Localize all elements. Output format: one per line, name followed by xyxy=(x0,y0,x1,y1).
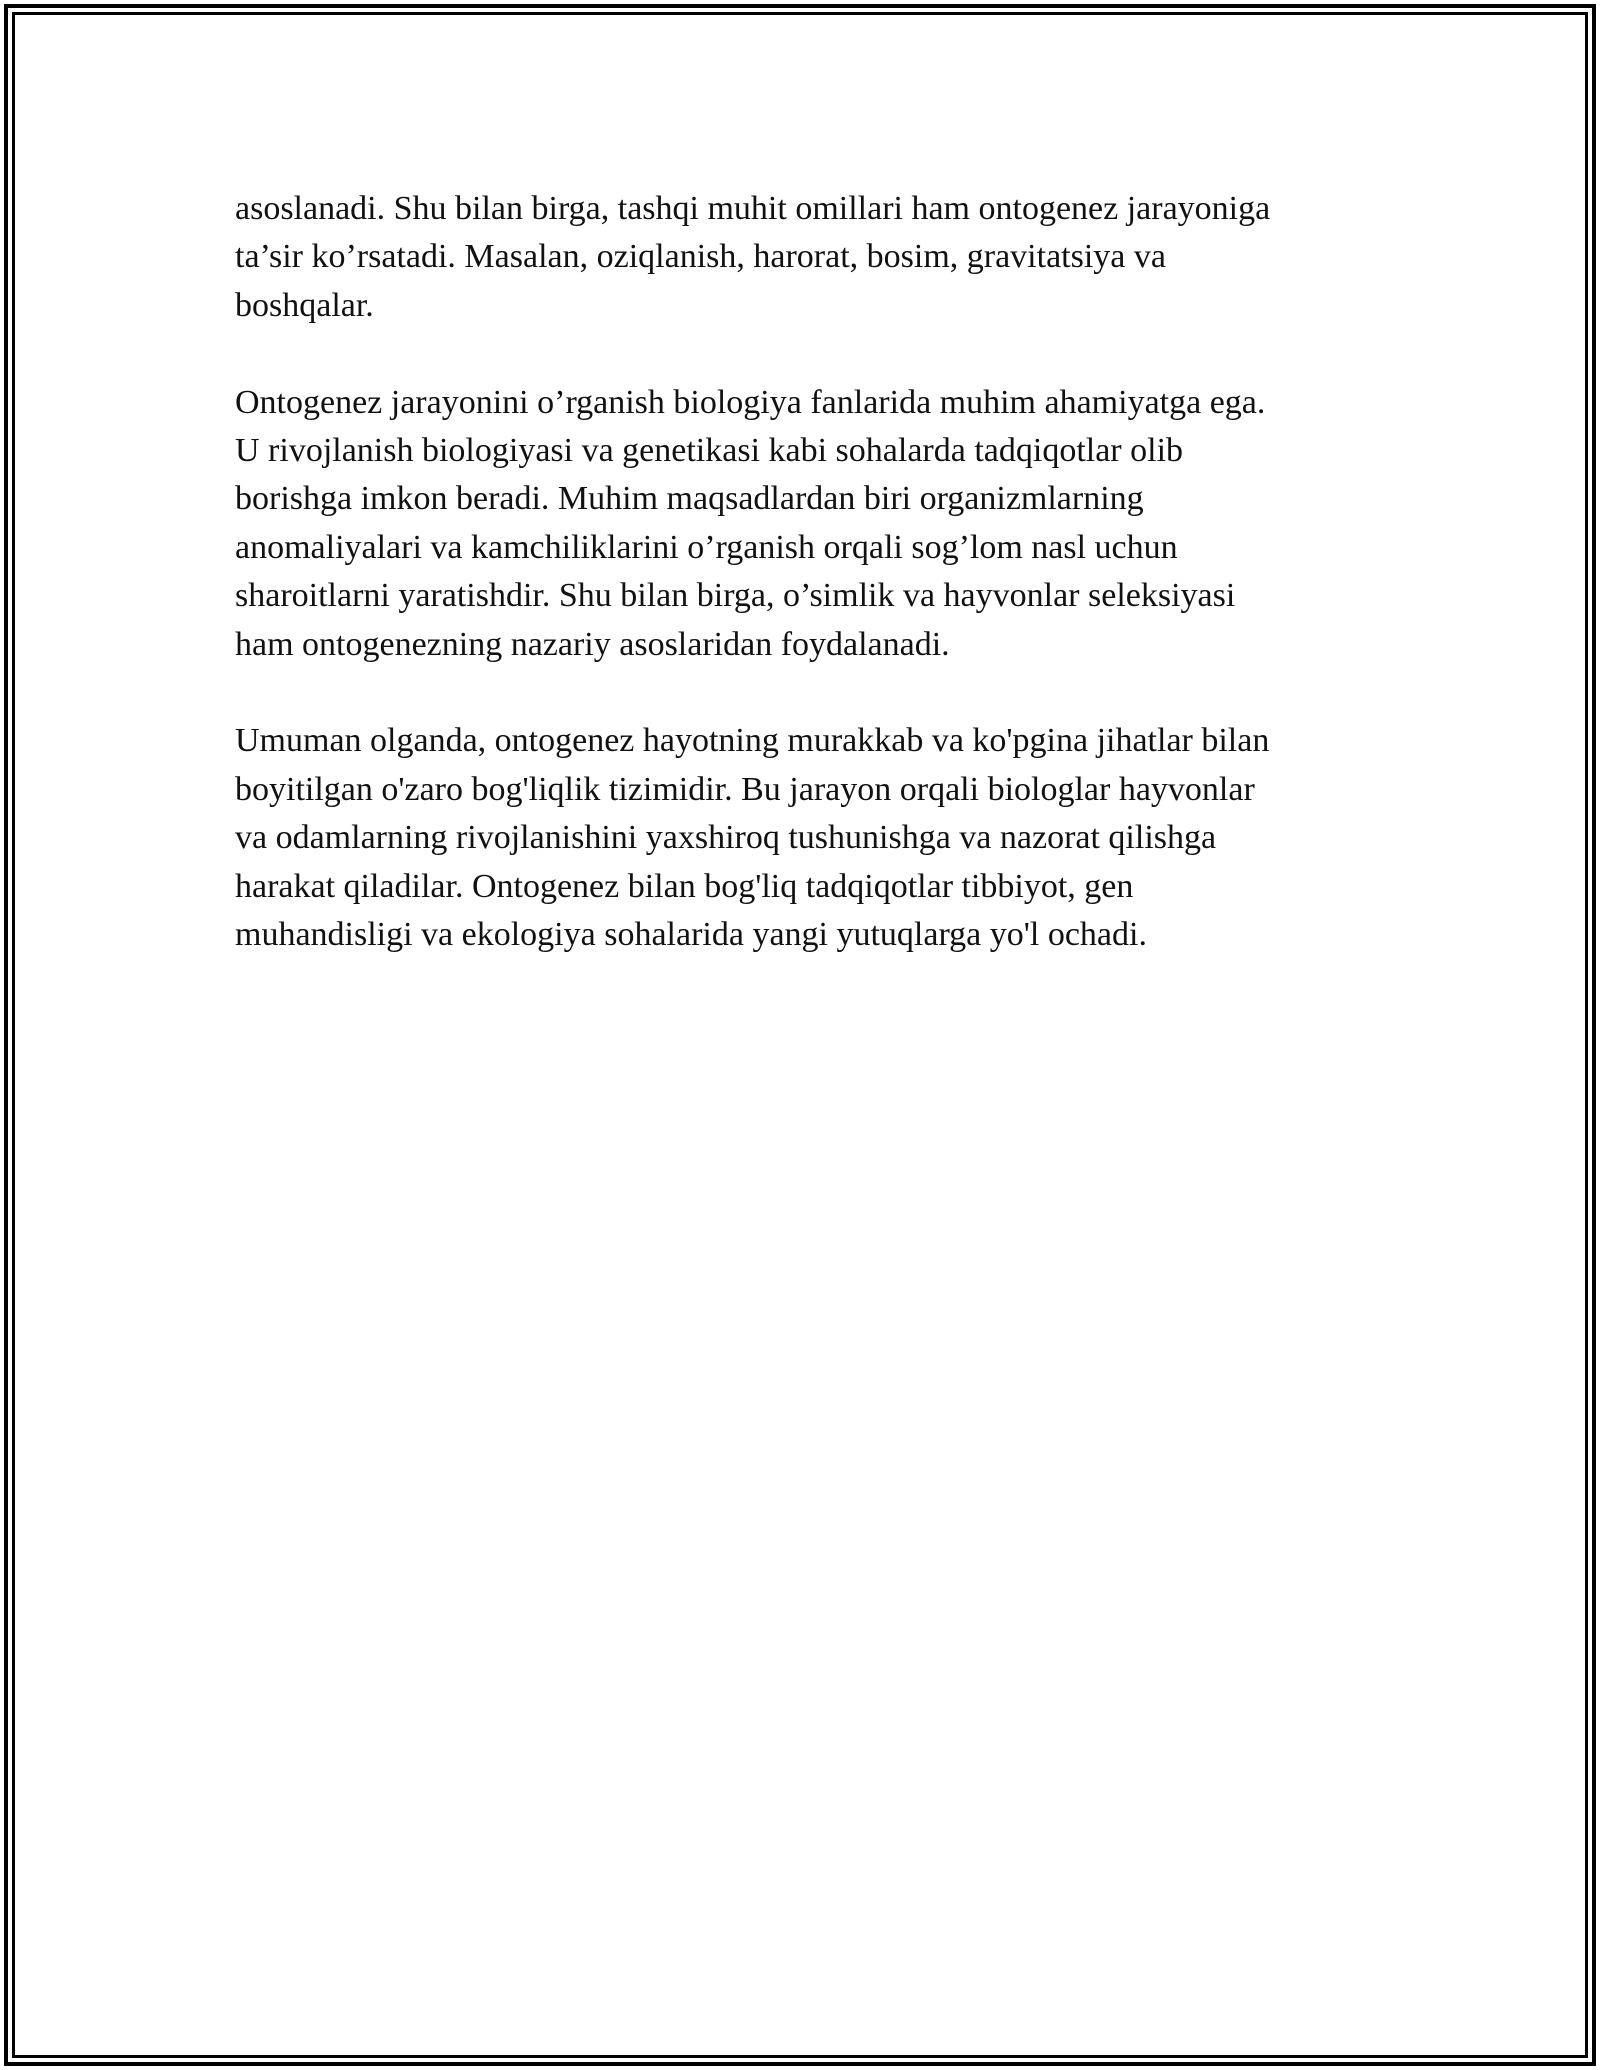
text-line: boyitilgan o'zaro bog'liqlik tizimidir. Bu jarayon orqali biologlar hayvonlar xyxy=(235,770,1255,808)
text-line: harakat qiladilar. Ontogenez bilan bog'liq tadqiqotlar tibbiyot, gen xyxy=(235,867,1134,905)
text-line: ham ontogenezning nazariy asoslaridan foydalanadi. xyxy=(235,625,950,663)
text-line: muhandisligi va ekologiya sohalarida yangi yutuqlarga yo'l ochadi. xyxy=(235,916,1147,954)
text-line: borishga imkon beradi. Muhim maqsadlardan biri organizmlarning xyxy=(235,480,1144,518)
text-line: va odamlarning rivojlanishini yaxshiroq tushunishga va nazorat qilishga xyxy=(235,819,1217,857)
text-line: sharoitlarni yaratishdir. Shu bilan birga, o’simlik va hayvonlar seleksiyasi xyxy=(235,577,1236,615)
document-body xyxy=(235,185,1385,1008)
paragraph-1 xyxy=(235,185,1385,330)
paragraph-3 xyxy=(235,717,1385,959)
text-line: ta’sir ko’rsatadi. Masalan, oziqlanish, harorat, bosim, gravitatsiya va xyxy=(235,238,1166,276)
text-line: asoslanadi. Shu bilan birga, tashqi muhit omillari ham ontogenez jarayoniga xyxy=(235,190,1271,227)
text-line: boshqalar. xyxy=(235,286,374,324)
text-line: Umuman olganda, ontogenez hayotning murakkab va ko'pgina jihatlar bilan xyxy=(235,722,1270,760)
text-line: U rivojlanish biologiyasi va genetikasi kabi sohalarda tadqiqotlar olib xyxy=(235,432,1184,470)
paragraph-2 xyxy=(235,379,1385,669)
text-line: anomaliyalari va kamchiliklarini o’rganish orqali sog’lom nasl uchun xyxy=(235,528,1178,566)
text-line: Ontogenez jarayonini o’rganish biologiya fanlarida muhim ahamiyatga ega. xyxy=(235,383,1266,421)
